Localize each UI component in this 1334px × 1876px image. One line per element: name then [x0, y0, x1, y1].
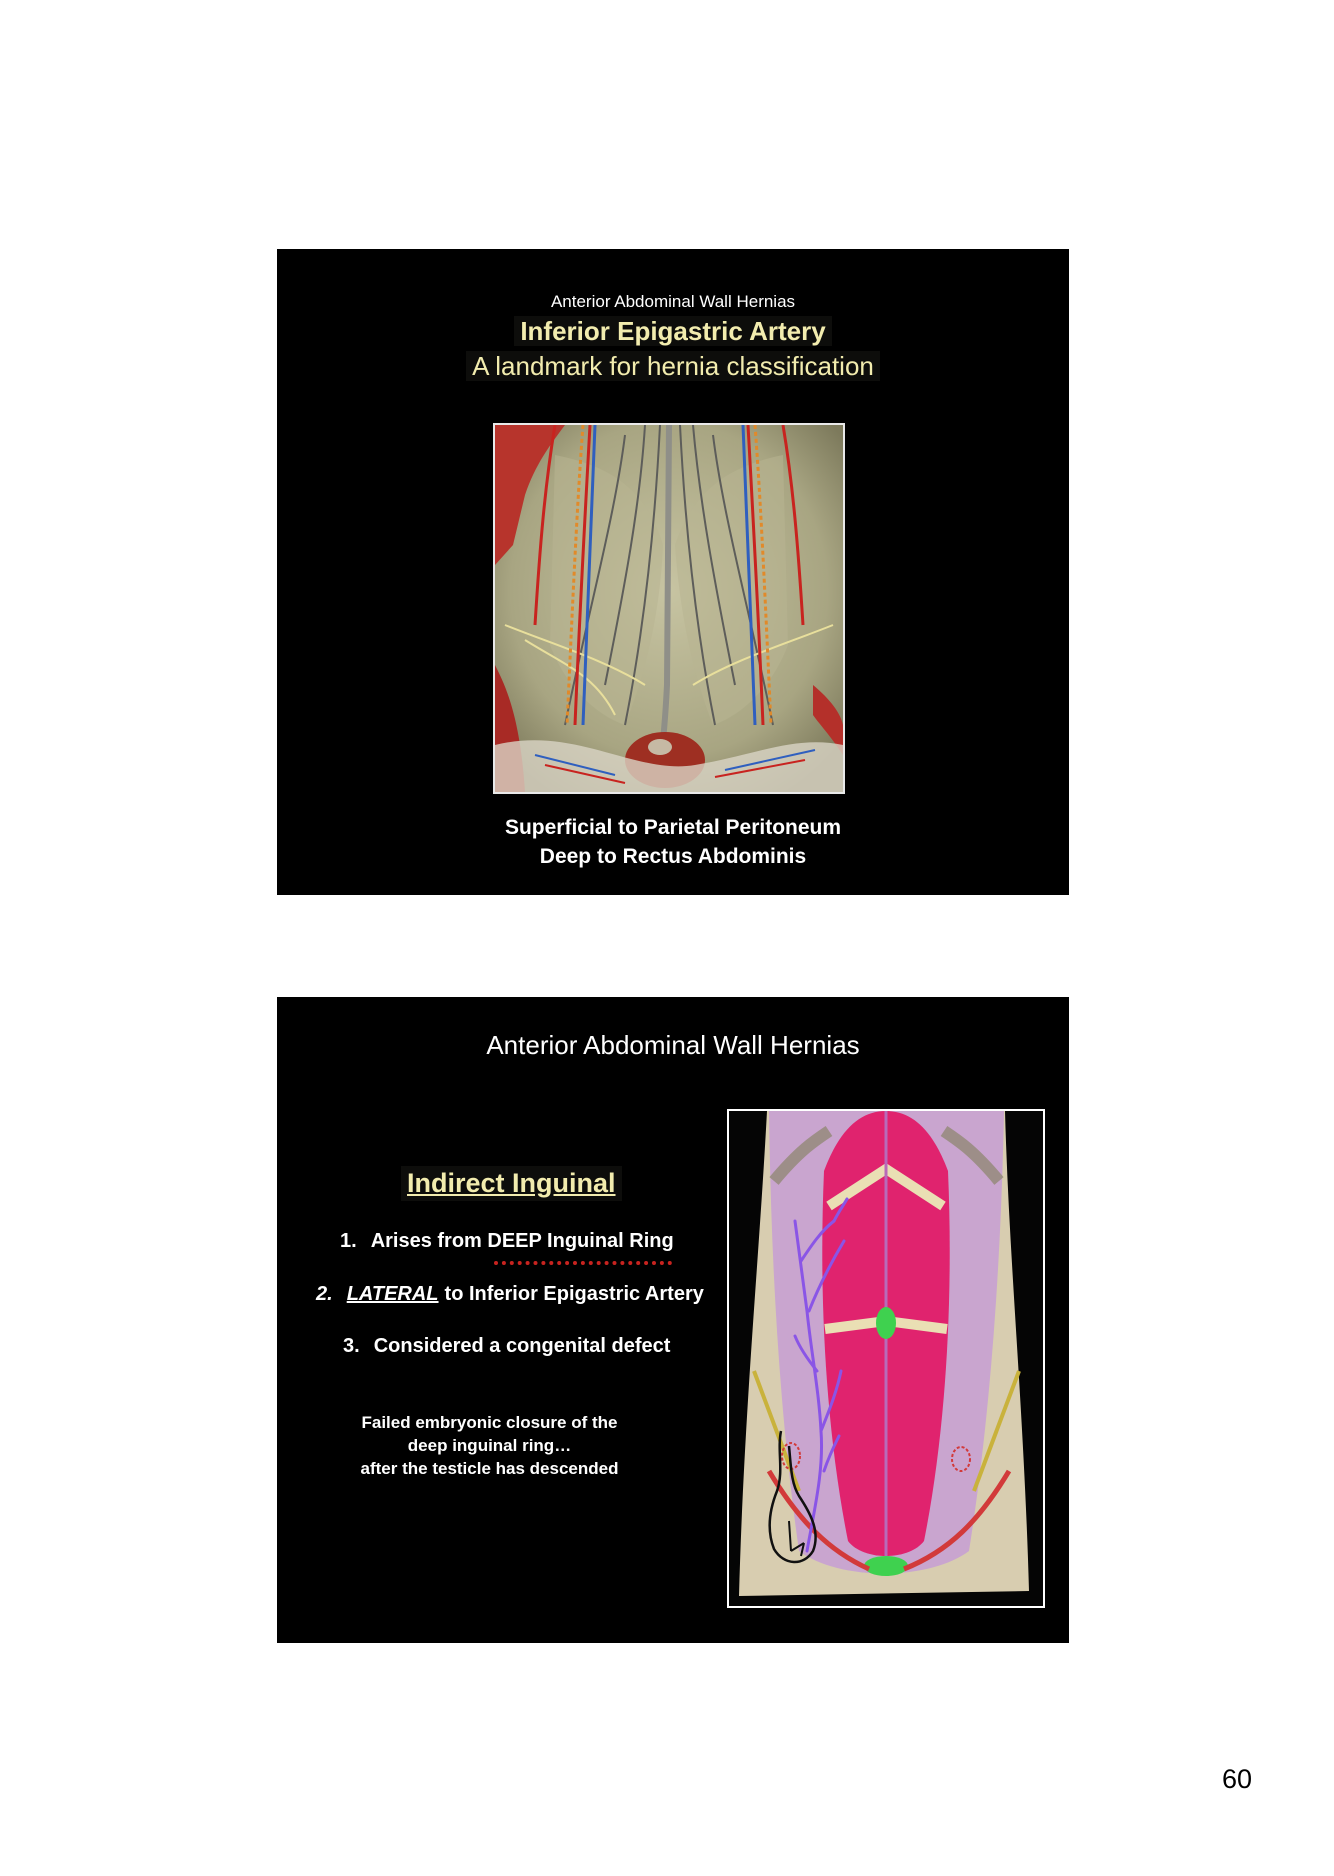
list-text: Considered a congenital defect — [373, 1335, 671, 1357]
slide-kicker: Anterior Abdominal Wall Hernias — [550, 292, 796, 311]
slide-title: Inferior Epigastric Artery — [277, 316, 1069, 347]
list-number: 2. — [316, 1283, 333, 1305]
caption-line: Superficial to Parietal Peritoneum — [504, 816, 842, 839]
slide-indirect-inguinal-hernia — [277, 997, 1069, 1643]
slide-heading: Indirect Inguinal — [401, 1166, 622, 1201]
list-text: to Inferior Epigastric Artery — [444, 1283, 704, 1305]
slide-subtitle: A landmark for hernia classification — [277, 351, 1069, 382]
note-line: after the testicle has descended — [360, 1459, 619, 1478]
list-item — [340, 1230, 674, 1253]
list-item — [343, 1335, 670, 1358]
abdominal-wall-anatomy-illustration — [493, 423, 845, 794]
slide-note — [317, 1411, 662, 1480]
slide-caption — [277, 813, 1069, 871]
list-number: 3. — [343, 1335, 360, 1357]
note-line: Failed embryonic closure of the — [361, 1413, 618, 1432]
list-text: Arises from DEEP Inguinal Ring — [370, 1230, 674, 1252]
slide-kicker: Anterior Abdominal Wall Hernias — [486, 1030, 860, 1060]
list-item — [316, 1283, 704, 1306]
note-line: deep inguinal ring… — [407, 1436, 572, 1455]
rectus-sheath-diagram — [727, 1109, 1045, 1608]
dotted-underline — [494, 1261, 672, 1265]
slide-inferior-epigastric-artery — [277, 249, 1069, 895]
caption-line: Deep to Rectus Abdominis — [539, 845, 807, 868]
list-emphasis: LATERAL — [346, 1283, 439, 1305]
list-number: 1. — [340, 1230, 357, 1252]
page-number: 60 — [1222, 1764, 1253, 1794]
